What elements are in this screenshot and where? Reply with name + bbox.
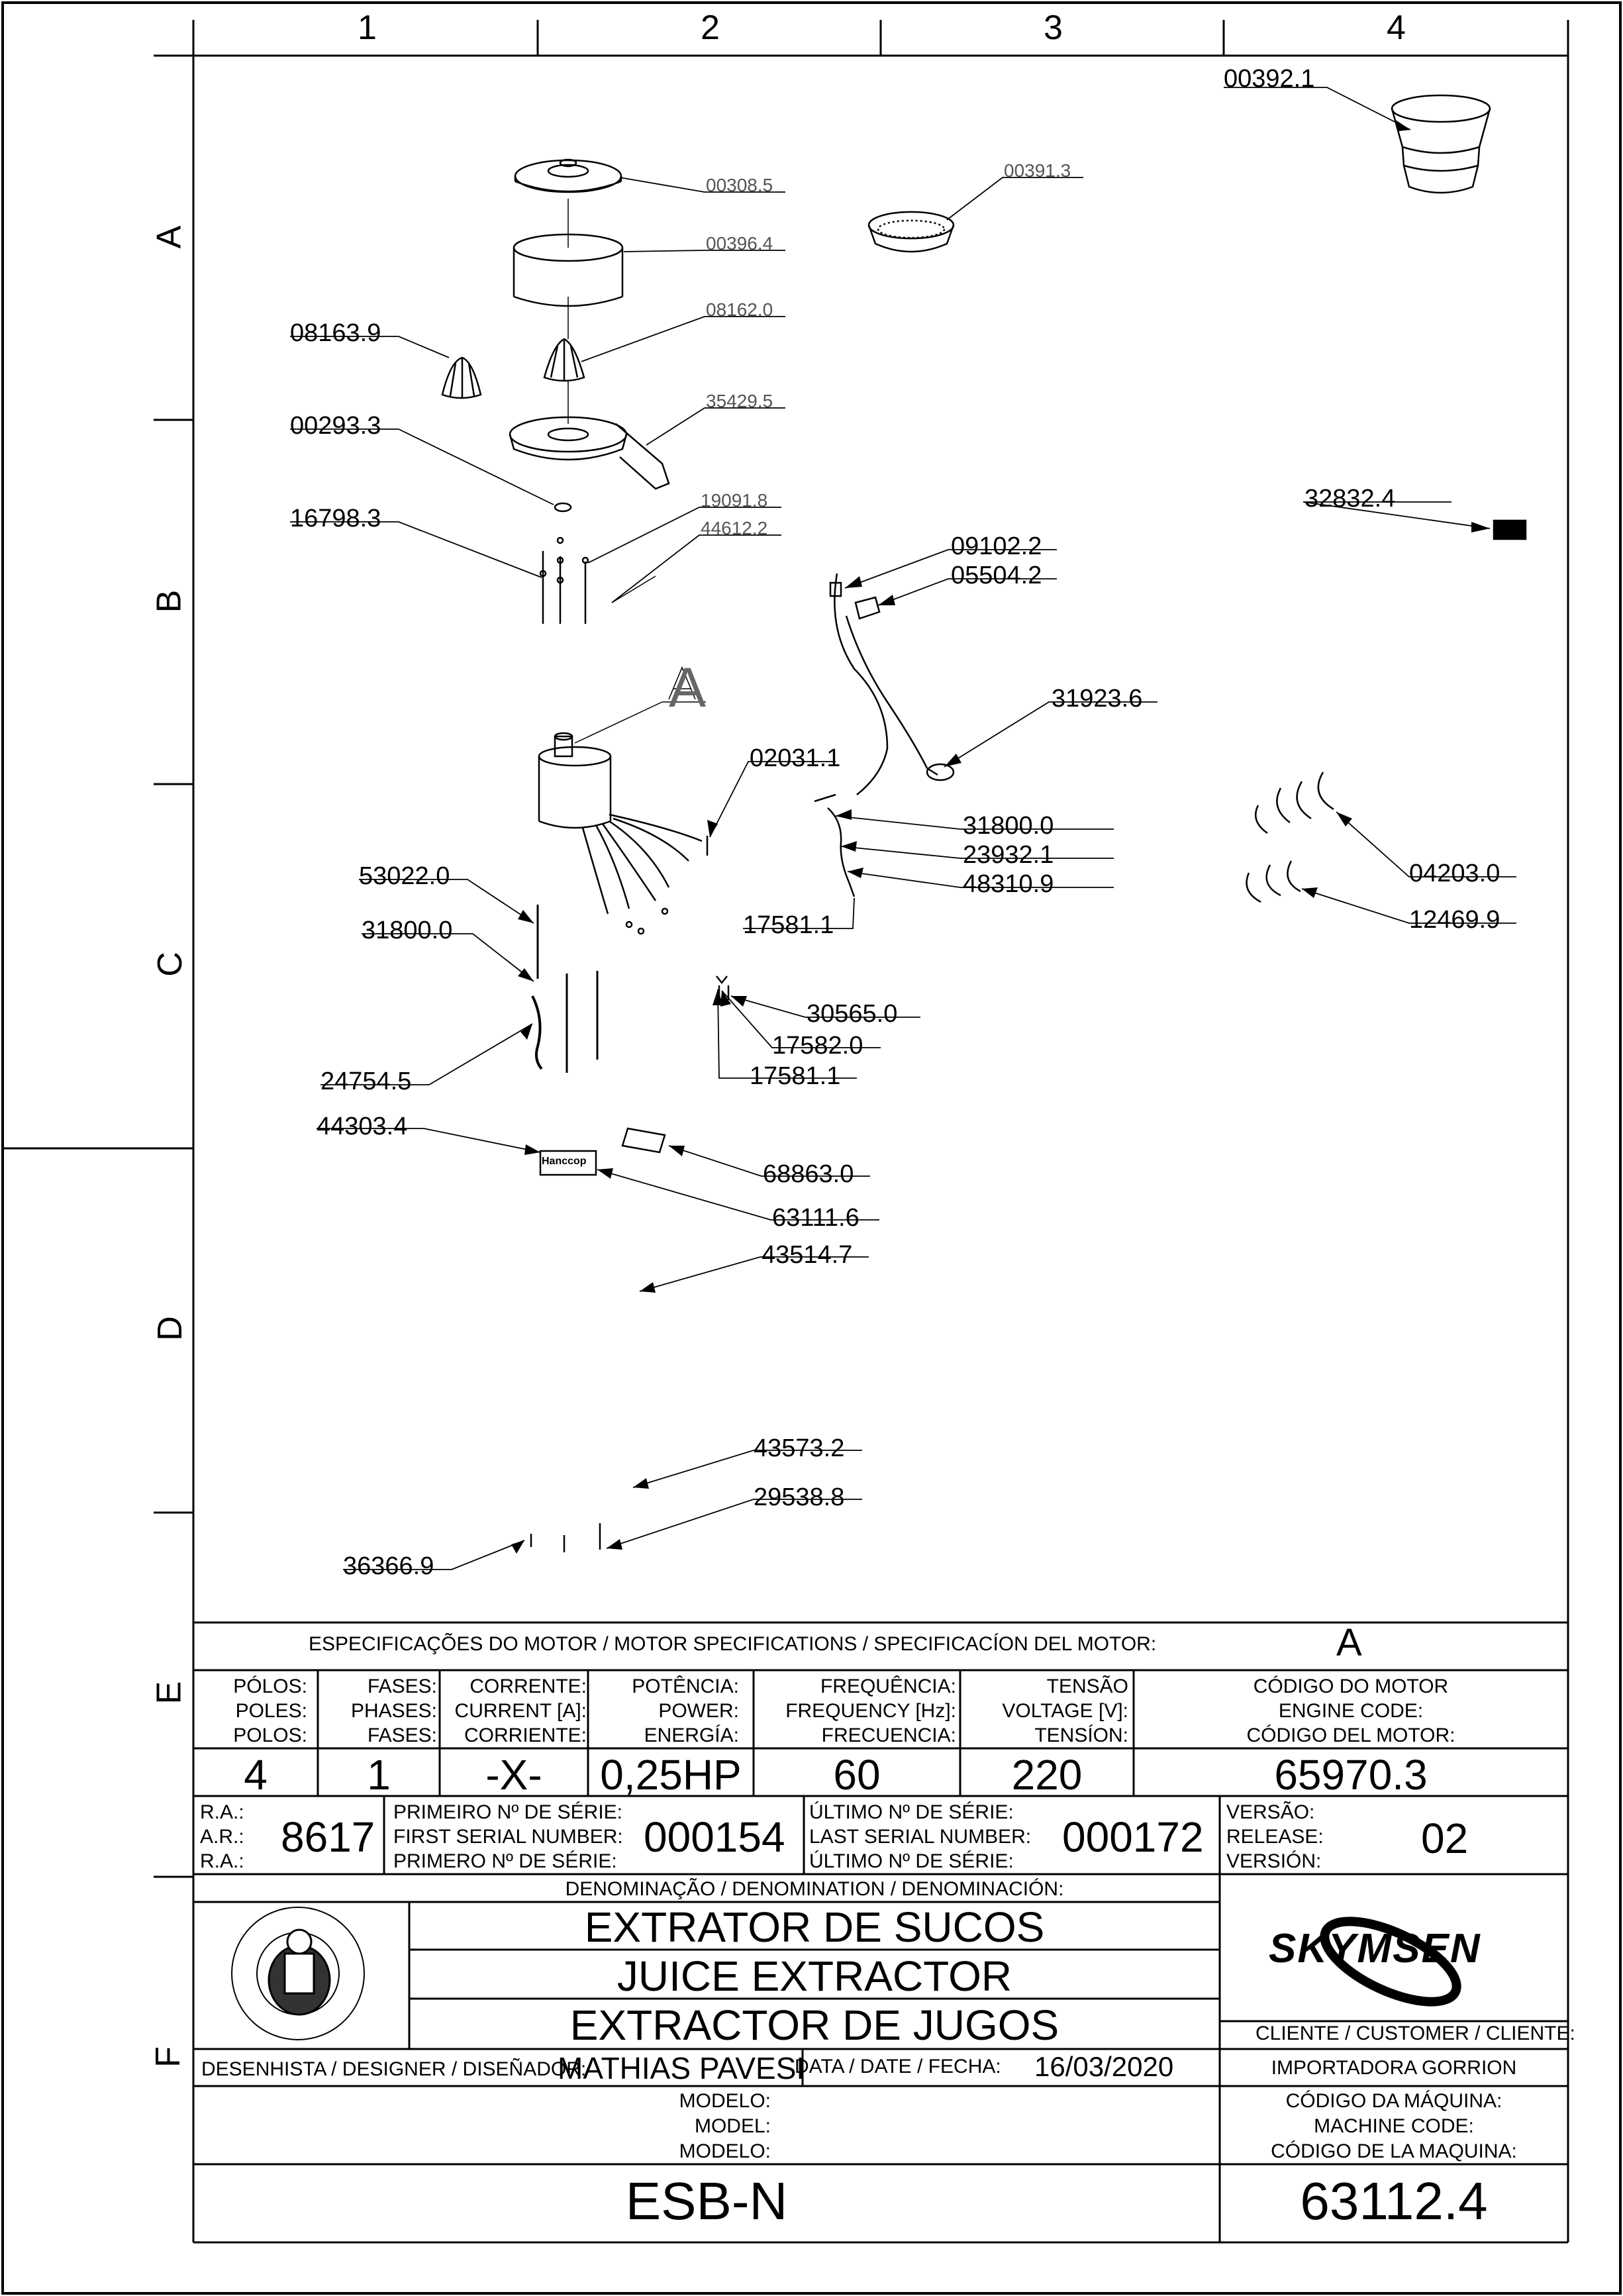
callout-44303-4: 44303.4 bbox=[317, 1113, 408, 1140]
client-name: IMPORTADORA GORRION bbox=[1271, 2057, 1517, 2079]
callout-31800-0a: 31800.0 bbox=[963, 812, 1054, 840]
denomination-pt: EXTRATOR DE SUCOS bbox=[584, 1903, 1045, 1951]
seal-logo bbox=[232, 1907, 364, 2040]
denomination-es: EXTRACTOR DE JUGOS bbox=[569, 2001, 1059, 2049]
callout-08162-0: 08162.0 bbox=[706, 299, 773, 320]
zone-row-f: F bbox=[148, 2046, 187, 2068]
callout-23932-1: 23932.1 bbox=[963, 841, 1054, 869]
callout-43573-2: 43573.2 bbox=[754, 1434, 845, 1462]
callout-31923-6: 31923.6 bbox=[1052, 685, 1143, 713]
callout-35429-5: 35429.5 bbox=[706, 391, 773, 411]
zone-row-e: E bbox=[150, 1681, 189, 1705]
callout-43514-7: 43514.7 bbox=[762, 1241, 853, 1269]
motor-spec-title: ESPECIFICAÇÕES DO MOTOR / MOTOR SPECIFICATIONS / SPECIFICACÍON DEL MOTOR: bbox=[309, 1633, 1157, 1655]
brand-name: SKYMSEN bbox=[1269, 1926, 1481, 1972]
zone-row-a: A bbox=[150, 225, 189, 249]
zone-col-4: 4 bbox=[1387, 9, 1406, 47]
detail-letter: A bbox=[669, 656, 707, 719]
machine-code-label: CÓDIGO DA MÁQUINA: MACHINE CODE: CÓDIGO DE LA MAQUINA: bbox=[1271, 2090, 1517, 2162]
designer-label: DESENHISTA / DESIGNER / DISEÑADOR: bbox=[201, 2058, 587, 2080]
date-value: 16/03/2020 bbox=[1034, 2051, 1174, 2082]
poles-value: 4 bbox=[244, 1751, 268, 1799]
voltage-label: TENSÃO VOLTAGE [V]: TENSÍON: bbox=[1002, 1675, 1128, 1746]
zone-row-d: D bbox=[150, 1316, 189, 1341]
callout-53022-0: 53022.0 bbox=[359, 862, 450, 890]
engine-code-label: CÓDIGO DO MOTOR ENGINE CODE: CÓDIGO DEL MOTOR: bbox=[1246, 1675, 1455, 1746]
callout-17582-0: 17582.0 bbox=[772, 1032, 863, 1060]
first-serial-value: 000154 bbox=[644, 1813, 785, 1861]
frequency-label: FREQUÊNCIA: FREQUENCY [Hz]: FRECUENCIA: bbox=[785, 1675, 956, 1746]
model-value: ESB-N bbox=[625, 2171, 788, 2230]
callout-44612-2: 44612.2 bbox=[701, 518, 768, 538]
callout-00391-3: 00391.3 bbox=[1004, 160, 1071, 181]
phases-label: FASES: PHASES: FASES: bbox=[350, 1675, 437, 1746]
denomination-label: DENOMINAÇÃO / DENOMINATION / DENOMINACIÓN: bbox=[565, 1878, 1064, 1900]
release-value: 02 bbox=[1421, 1815, 1469, 1862]
phases-value: 1 bbox=[367, 1751, 391, 1799]
last-serial-value: 000172 bbox=[1062, 1813, 1204, 1861]
callout-36366-9: 36366.9 bbox=[343, 1552, 434, 1580]
date-label: DATA / DATE / FECHA: bbox=[795, 2056, 1001, 2077]
callout-09102-2: 09102.2 bbox=[951, 532, 1042, 560]
callout-12469-9: 12469.9 bbox=[1409, 906, 1500, 934]
current-label: CORRENTE: CURRENT [A]: CORRIENTE: bbox=[454, 1675, 587, 1746]
zone-col-2: 2 bbox=[701, 9, 720, 47]
callout-05504-2: 05504.2 bbox=[951, 562, 1042, 589]
client-label: CLIENTE / CUSTOMER / CLIENTE: bbox=[1255, 2022, 1575, 2044]
svg-text:Hanccop: Hanccop bbox=[542, 1156, 587, 1167]
callout-00396-4: 00396.4 bbox=[706, 233, 773, 254]
callout-68863-0: 68863.0 bbox=[763, 1160, 854, 1188]
callout-00308-5: 00308.5 bbox=[706, 175, 773, 195]
ra-label: R.A.: A.R.: R.A.: bbox=[200, 1801, 244, 1872]
callout-29538-8: 29538.8 bbox=[754, 1483, 845, 1511]
callout-17581-1b: 17581.1 bbox=[750, 1062, 841, 1090]
current-value: -X- bbox=[485, 1751, 542, 1799]
ra-value: 8617 bbox=[281, 1813, 375, 1861]
model-label: MODELO: MODEL: MODELO: bbox=[679, 2090, 771, 2162]
engine-code-value: 65970.3 bbox=[1274, 1751, 1428, 1799]
callout-00293-3: 00293.3 bbox=[290, 412, 381, 440]
power-value: 0,25HP bbox=[600, 1751, 742, 1799]
callout-19091-8: 19091.8 bbox=[701, 490, 768, 511]
callout-17581-1a: 17581.1 bbox=[743, 911, 834, 939]
first-serial-label: PRIMEIRO Nº DE SÉRIE: FIRST SERIAL NUMBER: PRIMERO Nº DE SÉRIE: bbox=[393, 1801, 623, 1872]
callout-24754-5: 24754.5 bbox=[320, 1068, 412, 1095]
last-serial-label: ÚLTIMO Nº DE SÉRIE: LAST SERIAL NUMBER: ÚLTIMO Nº DE SÉRIE: bbox=[809, 1801, 1032, 1872]
callout-04203-0: 04203.0 bbox=[1409, 860, 1500, 887]
designer-name: MATHIAS PAVESI bbox=[558, 2051, 805, 2085]
motor-spec-detail: A bbox=[1336, 1621, 1362, 1664]
poles-label: PÓLOS: POLES: POLOS: bbox=[233, 1675, 307, 1746]
callout-30565-0: 30565.0 bbox=[807, 1000, 898, 1028]
frequency-value: 60 bbox=[833, 1751, 881, 1799]
voltage-value: 220 bbox=[1011, 1751, 1083, 1799]
callout-63111-6: 63111.6 bbox=[772, 1204, 860, 1232]
callout-16798-3: 16798.3 bbox=[290, 505, 381, 532]
callout-31800-0b: 31800.0 bbox=[362, 917, 453, 944]
denomination-en: JUICE EXTRACTOR bbox=[616, 1952, 1012, 2000]
release-label: VERSÃO: RELEASE: VERSIÓN: bbox=[1226, 1801, 1324, 1872]
callout-48310-9: 48310.9 bbox=[963, 870, 1054, 898]
callout-02031-1: 02031.1 bbox=[750, 744, 841, 772]
zone-col-3: 3 bbox=[1044, 9, 1063, 47]
callout-32832-4: 32832.4 bbox=[1304, 485, 1396, 513]
power-label: POTÊNCIA: POWER: ENERGÍA: bbox=[632, 1675, 739, 1746]
zone-row-b: B bbox=[150, 589, 189, 613]
callout-08163-9: 08163.9 bbox=[290, 319, 381, 347]
callout-00392-1: 00392.1 bbox=[1224, 65, 1315, 93]
machine-code-value: 63112.4 bbox=[1300, 2171, 1488, 2230]
zone-col-1: 1 bbox=[358, 9, 377, 47]
zone-row-c: C bbox=[150, 952, 189, 977]
